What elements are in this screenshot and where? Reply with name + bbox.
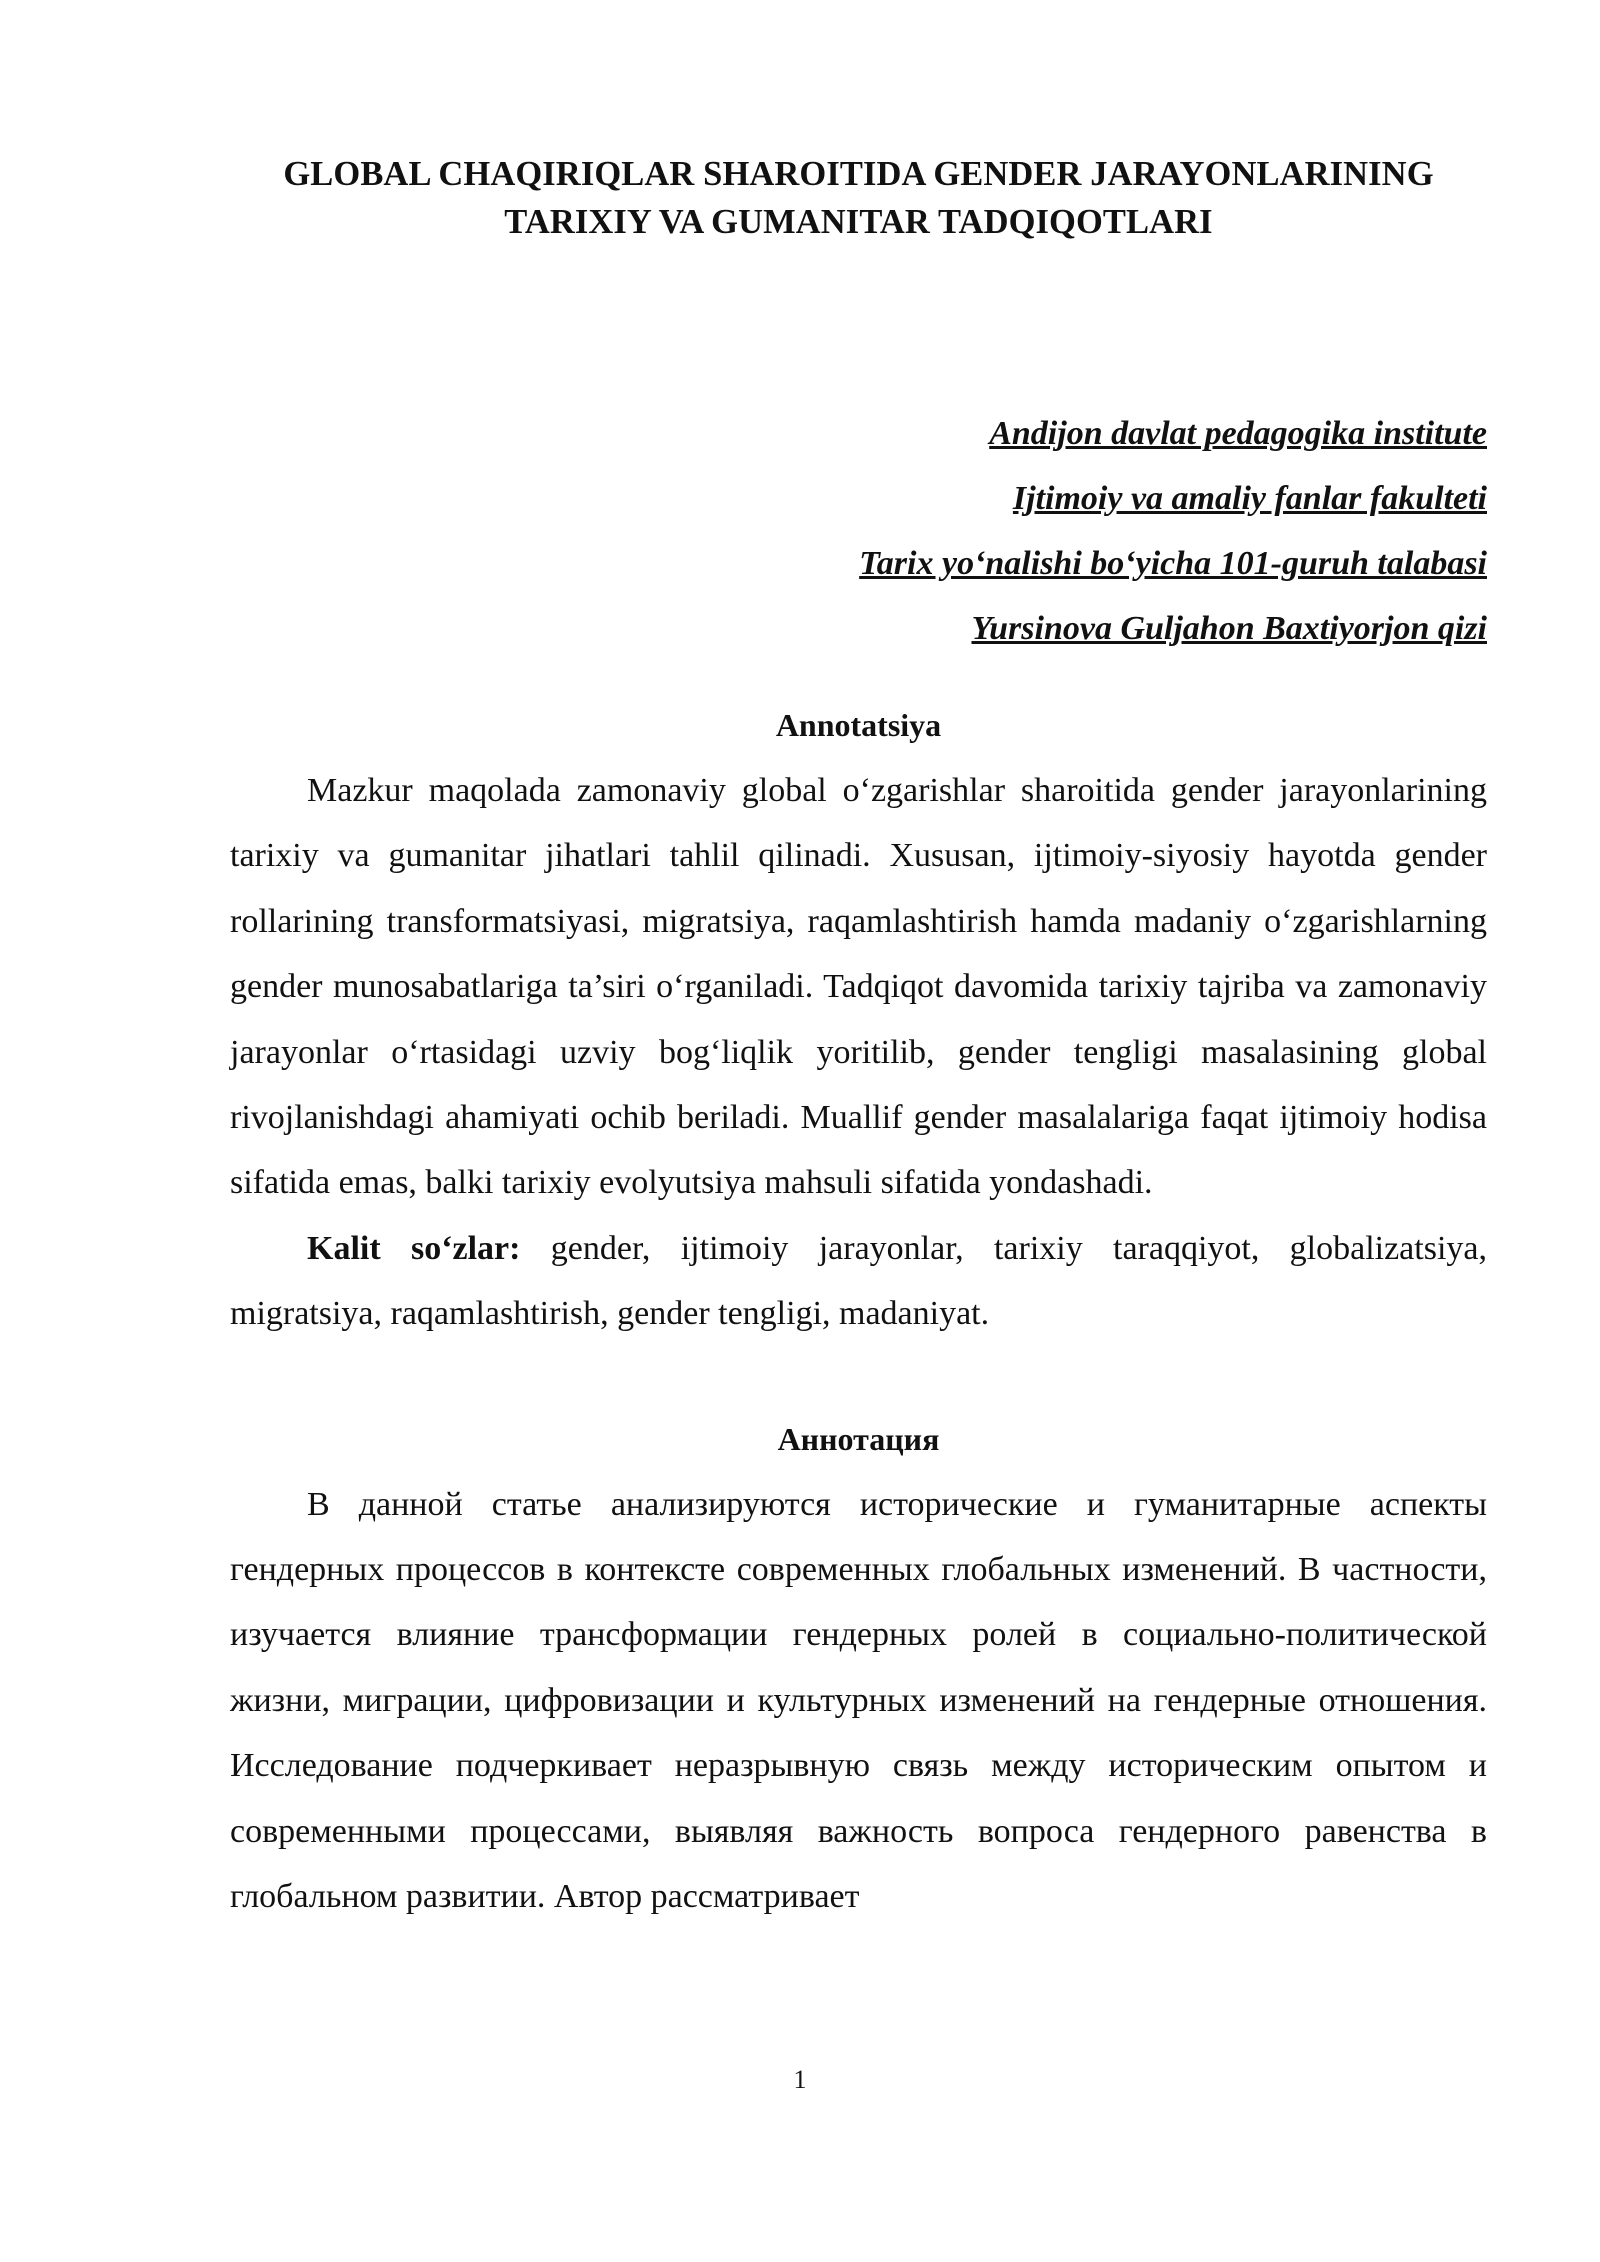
document-title bbox=[230, 150, 1487, 246]
keywords-label: Kalit so‘zlar: bbox=[307, 1229, 521, 1267]
faculty-name: Ijtimoiy va amaliy fanlar fakulteti bbox=[1012, 480, 1487, 517]
abstract-ru-heading: Аннотация bbox=[777, 1420, 940, 1457]
keywords-paragraph bbox=[230, 1216, 1487, 1347]
abstract-uz-heading: Annotatsiya bbox=[775, 707, 942, 743]
title-line-1: GLOBAL CHAQIRIQLAR SHAROITIDA GENDER JARAYONLARINING bbox=[283, 155, 1434, 193]
student-group: Tarix yo‘nalishi bo‘yicha 101-guruh talabasi bbox=[859, 545, 1487, 582]
author-name: Yursinova Guljahon Baxtiyorjon qizi bbox=[971, 610, 1487, 647]
abstract-ru-text: В данной статье анализируются исторические и гуманитарные аспекты гендерных процессов в контексте современных глобальных изменений. В частности, изучается влияние трансформации гендерных ролей в социально-политической жизни, миграции, цифровизации и культурных изменений на гендерные отношения. Исследование подчеркивает неразрывную связь между историческим опытом и современными процессами, выявляя важность вопроса гендерного равенства в глобальном развитии. Автор рассматривает bbox=[230, 1485, 1487, 1916]
institution-name: Andijon davlat pedagogika institute bbox=[989, 415, 1487, 452]
page-number: 1 bbox=[793, 2065, 807, 2094]
page-content bbox=[230, 150, 1487, 1930]
author-affiliation-block bbox=[230, 401, 1487, 661]
abstract-uz-text: Mazkur maqolada zamonaviy global o‘zgarishlar sharoitida gender jarayonlarining tarixiy va gumanitar jihatlari tahlil qilinadi. Xususan, ijtimoiy-siyosiy hayotda gender rollarining transformatsiyasi, migratsiya, raqamlashtirish hamda madaniy o‘zgarishlarning gender munosabatlariga ta’siri o‘rganiladi. Tadqiqot davomida tarixiy tajriba va zamonaviy jarayonlar o‘rtasidagi uzviy bog‘liqlik yoritilib, gender tengligi masalasining global rivojlanishdagi ahamiyati ochib beriladi. Muallif gender masalalariga faqat ijtimoiy hodisa sifatida emas, balki tarixiy evolyutsiya mahsuli sifatida yondashadi. bbox=[230, 772, 1487, 1202]
title-line-2: TARIXIY VA GUMANITAR TADQIQOTLARI bbox=[504, 203, 1213, 241]
keywords-list: gender, ijtimoiy jarayonlar, tarixiy taraqqiyot, globalizatsiya, migratsiya, raqamlashtirish, gender tengligi, madaniyat. bbox=[230, 1229, 1487, 1333]
